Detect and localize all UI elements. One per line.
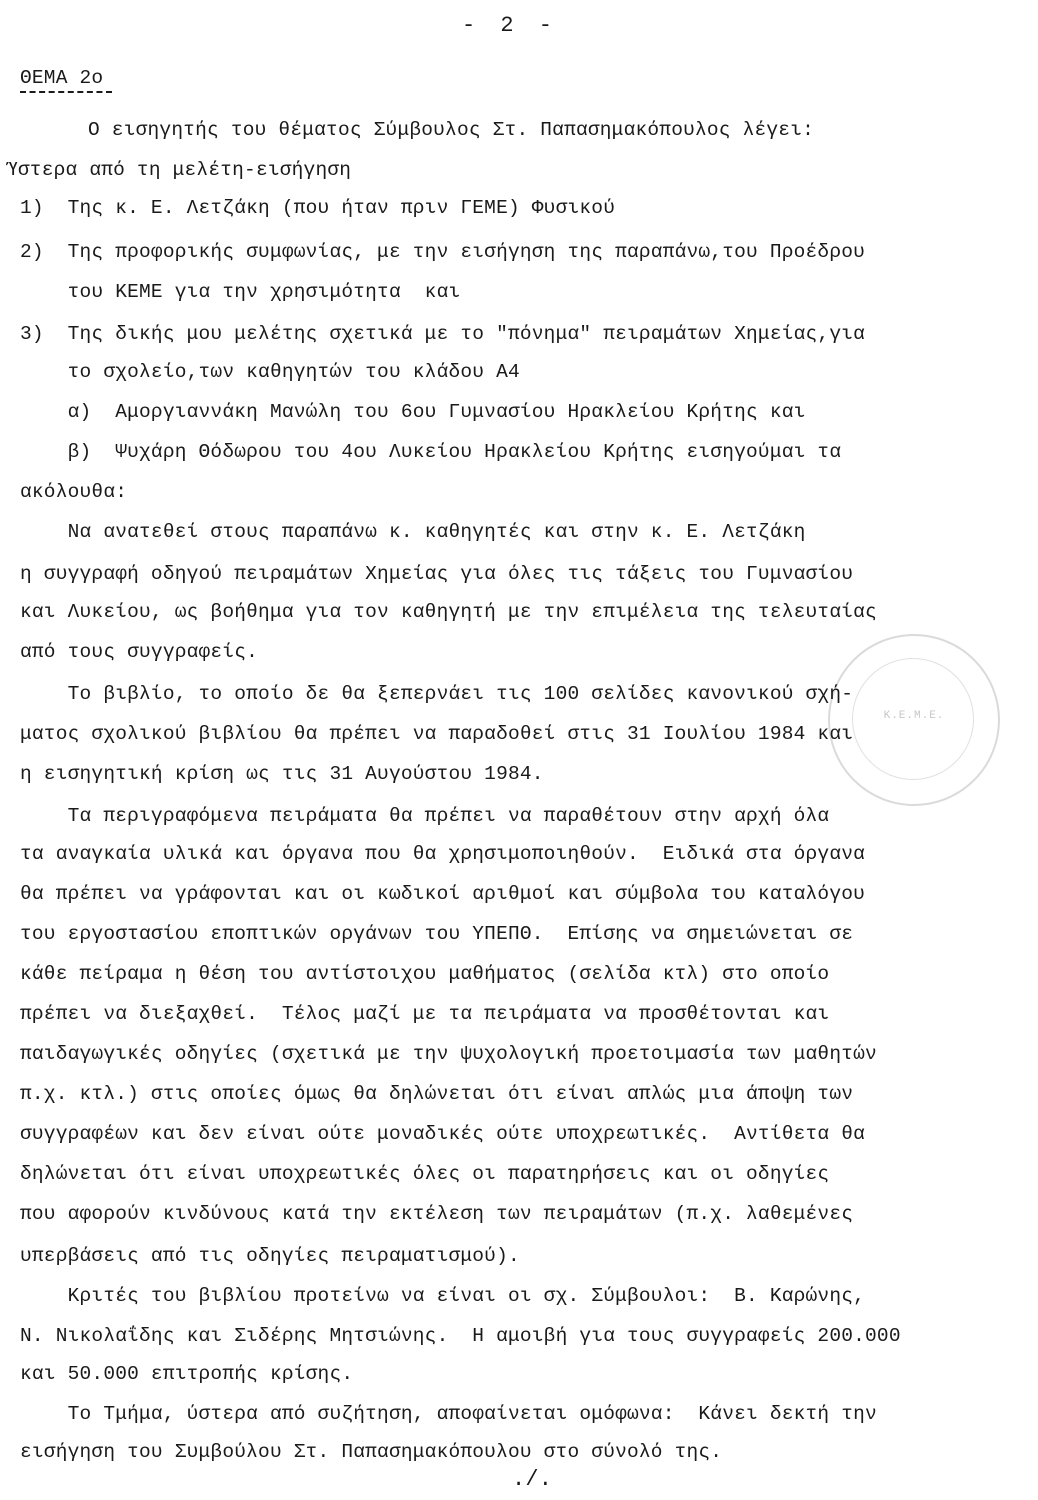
text-line: συγγραφέων και δεν είναι ούτε μοναδικές ούτε υποχρεωτικές. Αντίθετα θα: [20, 1123, 866, 1145]
text-line: Το βιβλίο, το οποίο δε θα ξεπερνάει τις 100 σελίδες κανονικού σχή-: [20, 683, 854, 705]
text-line: Ν. Νικολαΐδης και Σιδέρης Μητσιώνης. Η αμοιβή για τους συγγραφείς 200.000: [20, 1325, 901, 1347]
text-line: του ΚΕΜΕ για την χρησιμότητα και: [20, 281, 461, 303]
text-line: και 50.000 επιτροπής κρίσης.: [20, 1363, 354, 1385]
text-line: 2) Της προφορικής συμφωνίας, με την εισήγηση της παραπάνω,του Προέδρου: [20, 241, 866, 263]
page-number: - 2 -: [462, 13, 559, 38]
official-stamp: [828, 634, 1000, 806]
section-heading: ΘΕΜΑ 2ο: [20, 67, 104, 89]
text-line: 1) Της κ. Ε. Λετζάκη (που ήταν πριν ΓΕΜΕ) Φυσικού: [20, 197, 616, 219]
text-line: β) Ψυχάρη Θόδωρου του 4ου Λυκείου Ηρακλείου Κρήτης εισηγούμαι τα: [20, 441, 842, 463]
text-line: Ύστερα από τη μελέτη-εισήγηση: [6, 159, 352, 181]
text-line: Να ανατεθεί στους παραπάνω κ. καθηγητές και στην κ. Ε. Λετζάκη: [20, 521, 806, 543]
text-line: τα αναγκαία υλικά και όργανα που θα χρησιμοποιηθούν. Ειδικά στα όργανα: [20, 843, 866, 865]
text-line: κάθε πείραμα η θέση του αντίστοιχου μαθήματος (σελίδα κτλ) στο οποίο: [20, 963, 830, 985]
text-line: η εισηγητική κρίση ως τις 31 Αυγούστου 1984.: [20, 763, 544, 785]
text-line: Κριτές του βιβλίου προτείνω να είναι οι σχ. Σύμβουλοι: Β. Καρώνης,: [20, 1285, 866, 1307]
text-line: και Λυκείου, ως βοήθημα για τον καθηγητή με την επιμέλεια της τελευταίας: [20, 601, 877, 623]
text-line: υπερβάσεις από τις οδηγίες πειραματισμού).: [20, 1245, 520, 1267]
text-line: του εργοστασίου εποπτικών οργάνων του ΥΠΕΠΘ. Επίσης να σημειώνεται σε: [20, 923, 854, 945]
end-mark: ./.: [512, 1467, 553, 1492]
text-line: 3) Της δικής μου μελέτης σχετικά με το "πόνημα" πειραμάτων Χημείας,για: [20, 323, 866, 345]
text-line: ματος σχολικού βιβλίου θα πρέπει να παραδοθεί στις 31 Ιουλίου 1984 και: [20, 723, 854, 745]
text-line: α) Αμοργιαννάκη Μανώλη του 6ου Γυμνασίου Ηρακλείου Κρήτης και: [20, 401, 806, 423]
text-line: θα πρέπει να γράφονται και οι κωδικοί αριθμοί και σύμβολα του καταλόγου: [20, 883, 866, 905]
text-line: εισήγηση του Συμβούλου Στ. Παπασημακόπουλου στο σύνολό της.: [20, 1441, 723, 1463]
text-line: Το Τμήμα, ύστερα από συζήτηση, αποφαίνεται ομόφωνα: Κάνει δεκτή την: [20, 1403, 877, 1425]
text-line: η συγγραφή οδηγού πειραμάτων Χημείας για όλες τις τάξεις του Γυμνασίου: [20, 563, 854, 585]
text-line: Ο εισηγητής του θέματος Σύμβουλος Στ. Παπασημακόπουλος λέγει:: [88, 119, 815, 141]
text-line: πρέπει να διεξαχθεί. Τέλος μαζί με τα πειράματα να προσθέτονται και: [20, 1003, 830, 1025]
text-line: που αφορούν κινδύνους κατά την εκτέλεση των πειραμάτων (π.χ. λαθεμένες: [20, 1203, 854, 1225]
text-line: το σχολείο,των καθηγητών του κλάδου Α4: [20, 361, 520, 383]
text-line: παιδαγωγικές οδηγίες (σχετικά με την ψυχολογική προετοιμασία των μαθητών: [20, 1043, 877, 1065]
text-line: Τα περιγραφόμενα πειράματα θα πρέπει να παραθέτουν στην αρχή όλα: [20, 805, 830, 827]
heading-underline: [20, 91, 112, 93]
text-line: από τους συγγραφείς.: [20, 641, 259, 663]
stamp-text: Κ.Ε.Μ.Ε.: [883, 710, 945, 722]
text-line: ακόλουθα:: [20, 481, 128, 503]
text-line: δηλώνεται ότι είναι υποχρεωτικές όλες οι παρατηρήσεις και οι οδηγίες: [20, 1163, 830, 1185]
text-line: π.χ. κτλ.) στις οποίες όμως θα δηλώνεται ότι είναι απλώς μια άποψη των: [20, 1083, 854, 1105]
